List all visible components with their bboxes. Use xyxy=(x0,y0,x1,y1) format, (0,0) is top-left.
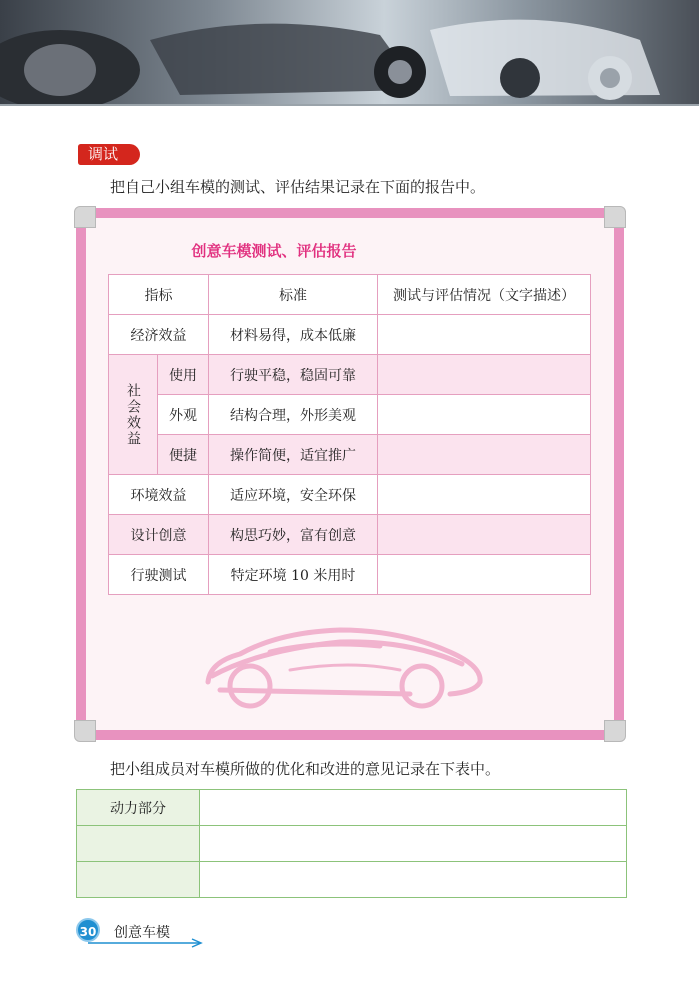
result-cell[interactable] xyxy=(378,475,591,515)
section-tag: 调试 xyxy=(78,144,140,165)
standard-cell: 特定环境 10 米用时 xyxy=(209,555,378,595)
result-cell[interactable] xyxy=(378,515,591,555)
indicator-cell: 环境效益 xyxy=(109,475,209,515)
indicator-cell: 便捷 xyxy=(158,435,209,475)
board-corner xyxy=(74,206,96,228)
standard-cell: 材料易得，成本低廉 xyxy=(209,315,378,355)
table-row xyxy=(77,790,627,826)
optimization-table xyxy=(76,789,627,898)
table-row xyxy=(109,515,591,555)
table-row xyxy=(109,315,591,355)
footer-book-title: 创意车模 xyxy=(114,925,170,941)
report-table xyxy=(108,274,591,595)
optimization-intro: 把小组成员对车模所做的优化和改进的意见记录在下表中。 xyxy=(110,760,501,778)
indicator-cell: 经济效益 xyxy=(109,315,209,355)
standard-cell: 行驶平稳，稳固可靠 xyxy=(209,355,378,395)
optimization-label xyxy=(77,826,200,862)
optimization-label: 动力部分 xyxy=(77,790,200,826)
standard-cell: 适应环境，安全环保 xyxy=(209,475,378,515)
table-row xyxy=(109,475,591,515)
indicator-cell: 设计创意 xyxy=(109,515,209,555)
column-header: 标准 xyxy=(209,275,378,315)
table-row xyxy=(109,555,591,595)
table-row xyxy=(109,355,591,395)
intro-text: 把自己小组车模的测试、评估结果记录在下面的报告中。 xyxy=(110,178,486,196)
report-title: 创意车模测试、评估报告 xyxy=(191,242,357,260)
column-header: 测试与评估情况（文字描述） xyxy=(378,275,591,315)
group-cell xyxy=(109,355,158,475)
optimization-label xyxy=(77,862,200,898)
result-cell[interactable] xyxy=(378,395,591,435)
standard-cell: 结构合理，外形美观 xyxy=(209,395,378,435)
indicator-cell: 外观 xyxy=(158,395,209,435)
table-row xyxy=(109,395,591,435)
banner-divider xyxy=(0,104,699,106)
group-label: 社会效益 xyxy=(125,382,141,447)
standard-cell: 构思巧妙，富有创意 xyxy=(209,515,378,555)
optimization-value[interactable] xyxy=(200,790,627,826)
optimization-value[interactable] xyxy=(200,826,627,862)
column-header: 指标 xyxy=(109,275,209,315)
table-header-row xyxy=(109,275,591,315)
result-cell[interactable] xyxy=(378,355,591,395)
standard-cell: 操作简便，适宜推广 xyxy=(209,435,378,475)
page-number-badge: 30 xyxy=(76,918,100,942)
optimization-value[interactable] xyxy=(200,862,627,898)
indicator-cell: 行驶测试 xyxy=(109,555,209,595)
board-corner xyxy=(74,720,96,742)
page-footer xyxy=(76,918,206,948)
arrow-icon xyxy=(88,938,208,948)
sports-car-photo xyxy=(0,0,699,104)
header-banner-image xyxy=(0,0,699,104)
car-sketch-illustration xyxy=(200,620,490,715)
table-row xyxy=(77,826,627,862)
board-corner xyxy=(604,720,626,742)
result-cell[interactable] xyxy=(378,435,591,475)
table-row xyxy=(109,435,591,475)
board-corner xyxy=(604,206,626,228)
table-row xyxy=(77,862,627,898)
result-cell[interactable] xyxy=(378,315,591,355)
indicator-cell: 使用 xyxy=(158,355,209,395)
result-cell[interactable] xyxy=(378,555,591,595)
